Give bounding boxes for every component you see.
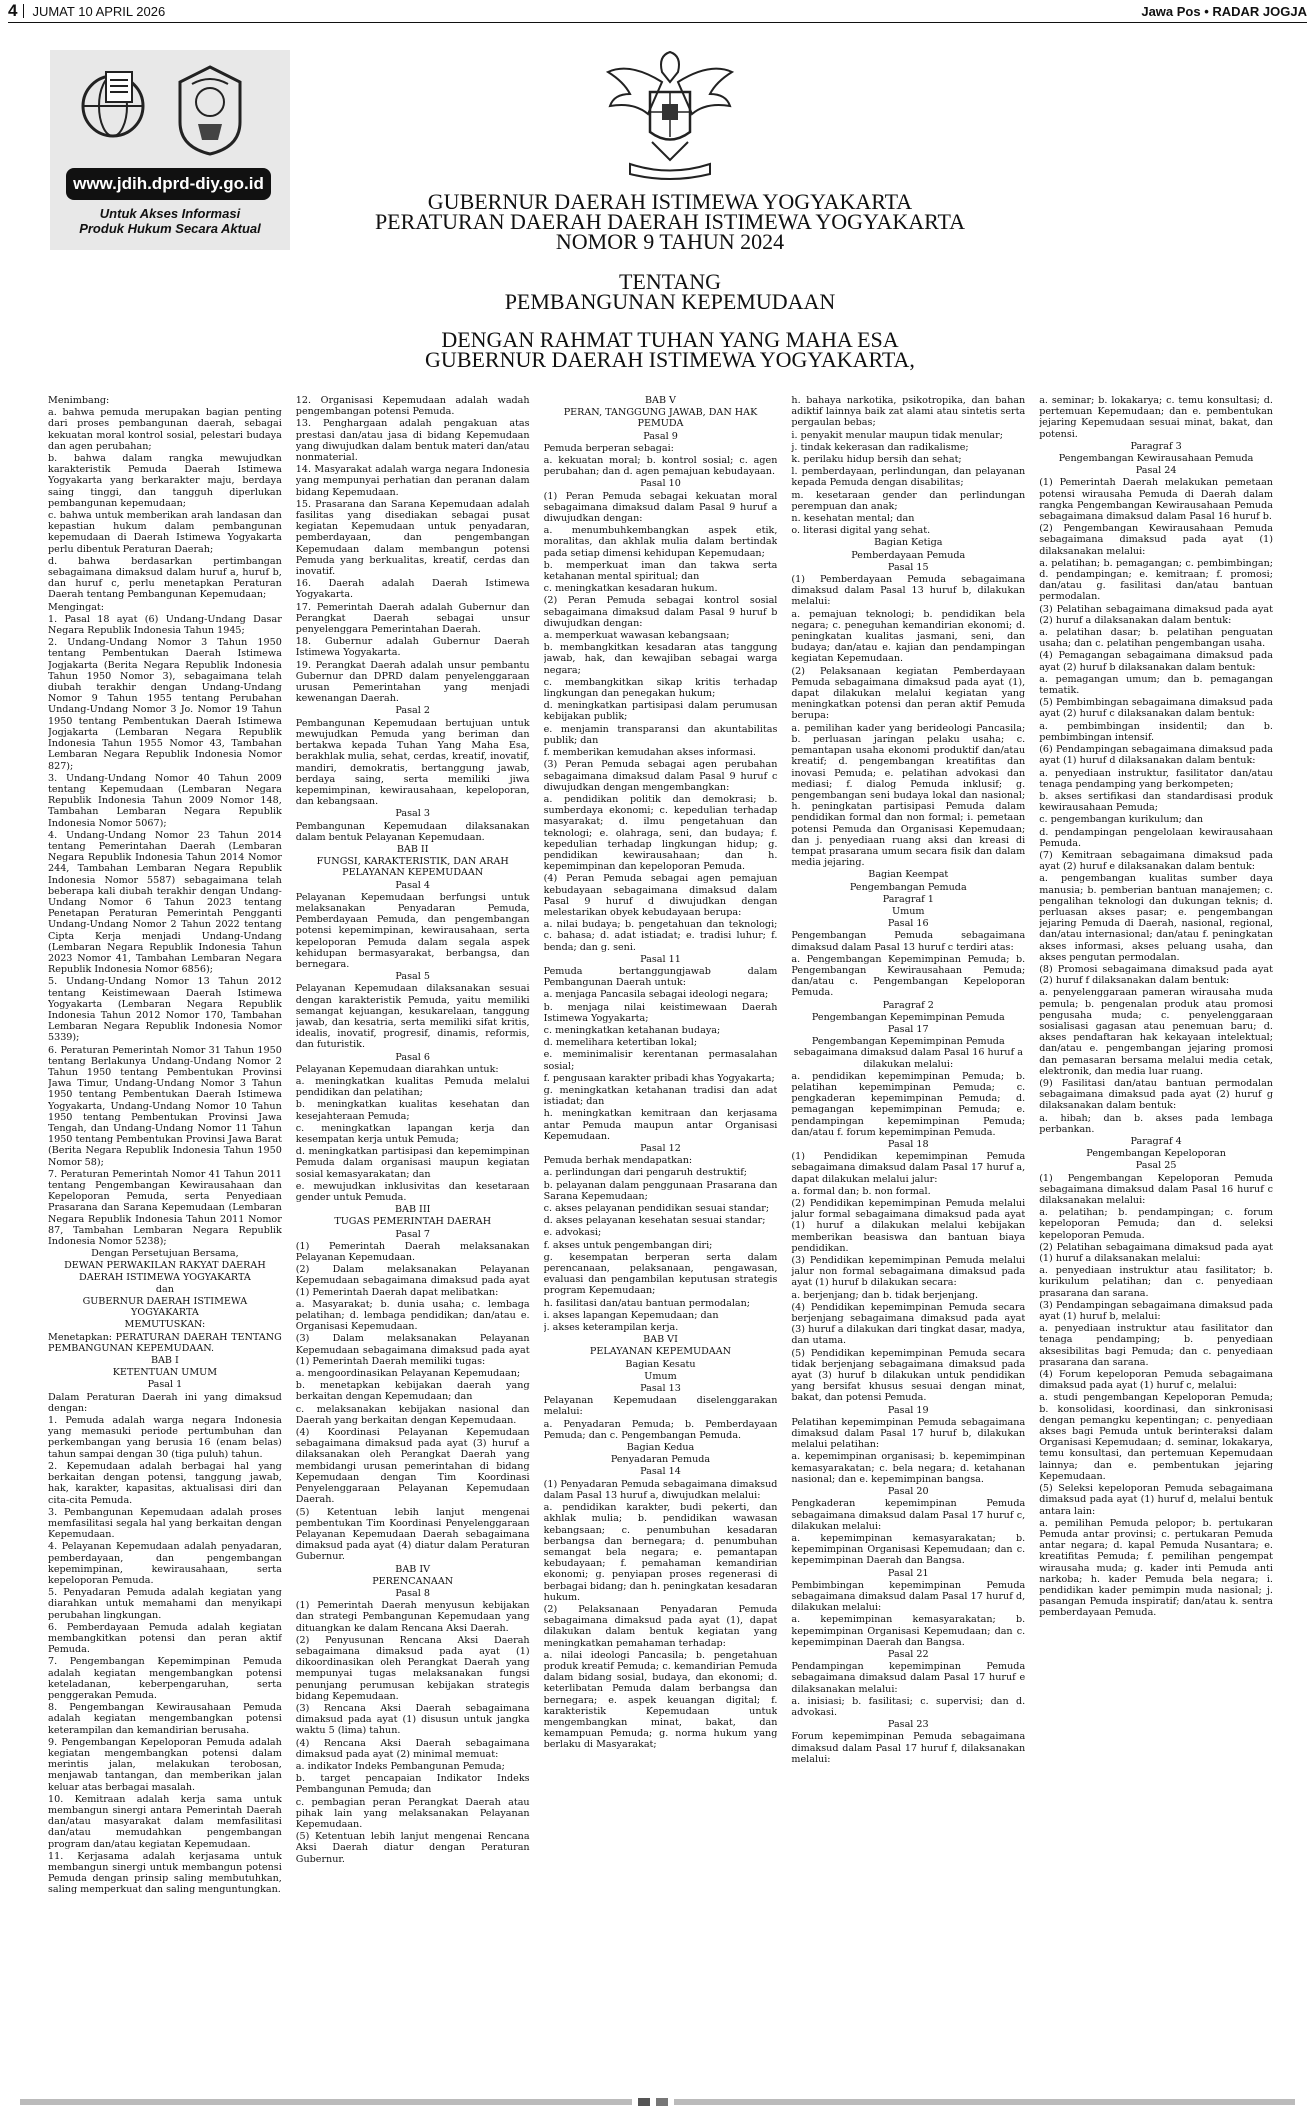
paragraph: Pasal 14 xyxy=(640,1466,681,1478)
paragraph: b. target pencapaian Indikator Indeks Pembangunan Pemuda; dan xyxy=(295,1773,530,1796)
paragraph: PERENCANAAN xyxy=(372,1575,454,1587)
paragraph: (1) Pendidikan kepemimpinan Pemuda sebagaimana dimaksud dalam Pasal 17 huruf a, dapat dilakukan melalui jalur: xyxy=(791,1151,1026,1185)
page-number: 4 xyxy=(8,1,18,20)
paragraph: h. fasilitasi dan/atau bantuan permodalan; xyxy=(543,1297,751,1309)
paragraph: c. melaksanakan kebijakan nasional dan Daerah yang berkaitan dengan Kepemudaan. xyxy=(295,1403,530,1426)
paragraph: d. meningkatkan partisipasi dalam perumusan kebijakan publik; xyxy=(543,700,778,723)
paragraph: (5) Pendidikan kepemimpinan Pemuda secara tidak berjenjang sebagaimana dimaksud pada ayat (3) huruf b dilakukan untuk pendidikan yang bersifat khusus sesuai dengan minat, bakat, dan potensi Pemuda. xyxy=(791,1347,1026,1404)
paragraph: Bagian Kesatu xyxy=(625,1358,696,1370)
paragraph: Menetapkan: PERATURAN DAERAH TENTANG PEMBANGUNAN KEPEMUDAAN. xyxy=(48,1331,282,1354)
title-block-2 xyxy=(330,269,1010,314)
paragraph: Pengembangan Pemuda sebagaimana dimaksud dalam Pasal 13 huruf c terdiri atas: xyxy=(791,930,1026,953)
paragraph: a. pembimbingan insidentil; dan b. pembimbingan intensif. xyxy=(1039,720,1273,743)
paragraph: (6) Pendampingan sebagaimana dimaksud pada ayat (1) huruf d dilaksanakan dalam bentuk: xyxy=(1039,744,1273,767)
paragraph: Pasal 1 xyxy=(147,1379,183,1391)
paragraph: (1) Pemerintah Daerah melaksanakan Pelayanan Kepemudaan. xyxy=(295,1240,530,1264)
paragraph: 11. Kerjasama adalah kerjasama untuk membangun sinergi untuk membangun potensi Pemuda dengan prinsip saling membutuhkan, saling memperkuat dan saling menguntungkan. xyxy=(48,1850,282,1896)
paragraph: c. bahwa untuk memberikan arah landasan dan kepastian hukum dalam pembangunan kepemudaan di Daerah Istimewa Yogyakarta perlu dibentuk Peraturan Daerah; xyxy=(48,510,282,555)
paragraph: a. kepemimpinan organisasi; b. kepemimpinan kemasyarakatan; c. bela negara; d. ketahanan nasional; dan e. kepemimpinan bangsa. xyxy=(791,1451,1026,1485)
paragraph: Pasal 23 xyxy=(887,1719,929,1731)
paragraph: a. pemilihan Pemuda pelopor; b. pertukaran Pemuda antar provinsi; c. pertukaran Pemuda antar negara; d. kapal Pemuda Nusantara; e. kreatifitas Pemuda; f. pemilihan pengempat wirausaha muda; g. kader inti Pemuda anti narkoba; h. kader Pemuda bela negara; i. pendidikan kader pemimpin muda nasional; j. pasangan Pemuda inspiratif; dan/atau k. sentra pemberdayaan Pemuda. xyxy=(1039,1517,1273,1619)
paragraph: j. tindak kekerasan dan radikalisme; xyxy=(791,441,969,453)
article-columns xyxy=(48,395,1273,2085)
paragraph: (5) Ketentuan lebih lanjut mengenai pembentukan Tim Koordinasi Penyelenggaraan Pelayanan Kepemudaan Daerah sebagaimana dimaksud pada ayat (4) diatur dalam Peraturan Gubernur. xyxy=(295,1506,530,1563)
paragraph: a. pemajuan teknologi; b. pendidikan bela negara; c. peneguhan kemandirian ekonomi; d. peningkatan kualitas jasmani, seni, dan budaya; dan/atau e. kajian dan pendampingan kegiatan Kepemudaan. xyxy=(791,608,1026,665)
paragraph: j. akses keterampilan kerja. xyxy=(543,1322,679,1334)
paragraph: Pasal 2 xyxy=(395,705,430,717)
paragraph: c. pembagian peran Perangkat Daerah atau pihak lain yang melaksanakan Pelayanan Kepemudaan. xyxy=(295,1796,530,1830)
paragraph: 10. Kemitraan adalah kerja sama untuk membangun sinergi antara Pemerintah Daerah dan/atau masyarakat dalam memfasilitasi dan/atau memudahkan pengembangan program dan/atau kegiatan Kepemudaan. xyxy=(48,1793,282,1850)
paragraph: (5) Pembimbingan sebagaimana dimaksud pada ayat (2) huruf c dilaksanakan dalam bentuk: xyxy=(1039,697,1273,720)
paragraph: a. formal dan; b. non formal. xyxy=(791,1185,931,1197)
paragraph: Pasal 20 xyxy=(887,1486,929,1498)
paragraph: FUNGSI, KARAKTERISTIK, DAN ARAH PELAYANAN KEPEMUDAAN xyxy=(316,856,509,879)
paragraph: g. meningkatkan ketahanan tradisi dan adat istiadat; dan xyxy=(543,1084,778,1108)
paragraph: (4) Koordinasi Pelayanan Kepemudaan sebagaimana dimaksud pada ayat (3) huruf a dilaksanakan oleh Perangkat Daerah yang membidangi urusan pemerintahan di bidang Kepemudaan dengan Tim Koordinasi Penyelenggaraan Pelayanan Kepemudaan Daerah. xyxy=(295,1427,530,1506)
footer-rule-right xyxy=(674,2099,1295,2105)
paragraph: Pasal 9 xyxy=(643,430,678,442)
paragraph: 18. Gubernur adalah Gubernur Daerah Istimewa Yogyakarta. xyxy=(295,636,530,659)
column-4 xyxy=(791,395,1025,2085)
paragraph: c. membangkitkan sikap kritis terhadap lingkungan dan penegakan hukum; xyxy=(543,676,778,700)
paragraph: a. pendidikan politik dan demokrasi; b. sumberdaya ekonomi; c. kepedulian terhadap masyarakat; d. ilmu pengetahuan dan teknologi; e. olahraga, seni, dan budaya; f. kepedulian terhadap lingkungan hidup; g. pendidikan kewirausahaan; dan h. kepemimpinan dan kepeloporan Pemuda. xyxy=(543,793,778,873)
garuda-pancasila-emblem-icon xyxy=(600,42,740,187)
header-left xyxy=(8,1,165,21)
paragraph: a. nilai budaya; b. pengetahuan dan teknologi; c. bahasa; d. adat istiadat; e. tradisi luhur; f. benda; dan g. seni. xyxy=(543,919,778,953)
paragraph: b. akses sertifikasi dan standardisasi produk kewirausahaan Pemuda; xyxy=(1039,790,1273,814)
column-3 xyxy=(544,395,778,2085)
footer-rule-left xyxy=(20,2099,632,2105)
paragraph: b. memperkuat iman dan takwa serta ketahanan mental spiritual; dan xyxy=(543,559,778,583)
paragraph: 7. Pengembangan Kepemimpinan Pemuda adalah kegiatan mengembangkan potensi keteladanan, keberpengaruhan, serta penggerakan Pemuda. xyxy=(48,1656,282,1701)
paragraph: BAB VI xyxy=(643,1334,678,1346)
paragraph: 17. Pemerintah Daerah adalah Gubernur dan Perangkat Daerah sebagai unsur penyelenggara Pemerintahan Daerah. xyxy=(295,601,530,636)
jdih-url-link[interactable]: www.jdih.dprd-diy.go.id xyxy=(66,168,271,200)
footer-block xyxy=(656,2098,668,2106)
paragraph: Pasal 6 xyxy=(395,1051,430,1063)
paragraph: Pasal 13 xyxy=(640,1383,681,1395)
paragraph: b. menetapkan kebijakan daerah yang berkaitan dengan Kepemudaan; dan xyxy=(295,1380,530,1403)
paragraph: PERAN, TANGGUNG JAWAB, DAN HAK PEMUDA xyxy=(563,407,758,430)
paragraph: (1) Peran Pemuda sebagai kekuatan moral sebagaimana dimaksud dalam Pasal 9 huruf a diwujudkan dengan: xyxy=(543,490,778,525)
paragraph: f. akses untuk pengembangan diri; xyxy=(543,1239,713,1251)
paragraph: 12. Organisasi Kepemudaan adalah wadah pengembangan potensi Pemuda. xyxy=(295,395,530,418)
paragraph: (1) Pengembangan Kepeloporan Pemuda sebagaimana dimaksud dalam Pasal 16 huruf c dilaksanakan melalui: xyxy=(1039,1172,1273,1207)
paragraph: e. meminimalisir kerentanan permasalahan sosial; xyxy=(543,1049,778,1072)
paragraph: (5) Seleksi kepeloporan Pemuda sebagaimana dimaksud pada ayat (1) huruf d, melalui bentuk antara lain: xyxy=(1039,1483,1273,1517)
paragraph: 6. Pemberdayaan Pemuda adalah kegiatan membangkitkan potensi dan peran aktif Pemuda. xyxy=(48,1621,282,1656)
paragraph: 14. Masyarakat adalah warga negara Indonesia yang mempunyai perhatian dan peranan dalam bidang Kepemudaan. xyxy=(295,464,530,498)
paragraph: m. kesetaraan gender dan perlindungan perempuan dan anak; xyxy=(791,489,1026,512)
paragraph: a. penyediaan instruktur atau fasilitator dan tenaga pendamping; b. penyediaan aksesibilitas bagi Pemuda; dan c. penyediaan prasarana dan sarana. xyxy=(1039,1323,1273,1368)
paragraph: (3) Pelatihan sebagaimana dimaksud pada ayat (2) huruf a dilaksanakan dalam bentuk: xyxy=(1039,603,1273,626)
paragraph: 1. Pemuda adalah warga negara Indonesia yang memasuki periode pertumbuhan dan perkembangan yang berusia 16 (enam belas) tahun sampai dengan 30 (tiga puluh) tahun. xyxy=(48,1415,282,1460)
paragraph: a. inisiasi; b. fasilitasi; c. supervisi; dan d. advokasi. xyxy=(791,1695,1026,1718)
paragraph: BAB I xyxy=(150,1355,179,1367)
paragraph: Pasal 15 xyxy=(887,561,929,573)
paragraph: a. seminar; b. lokakarya; c. temu konsultasi; d. pertemuan Kepemudaan; dan e. pembentukan jejaring Kepemudaan sesuai minat, bakat, dan potensi. xyxy=(1039,395,1273,440)
paragraph: 5. Undang-Undang Nomor 13 Tahun 2012 tentang Keistimewaan Daerah Istimewa Yogyakarta (Lembaran Negara Republik Indonesia Tahun 2012 Nomor 170, Tambahan Lembaran Negara Republik Indonesia Nomor 5339); xyxy=(48,976,282,1044)
paragraph: a. meningkatkan kualitas Pemuda melalui pendidikan dan pelatihan; xyxy=(295,1075,530,1099)
paragraph: Pelayanan Kepemudaan dilaksanakan sesuai dengan karakteristik Pemuda, yaitu memiliki semangat kejuangan, kesukarelaan, tanggung jawab, dan kesatria, serta memiliki sifat kritis, idealis, inovatif, progresif, dinamis, reformis, dan futuristik. xyxy=(295,983,530,1051)
paragraph: Pasal 17 xyxy=(887,1023,929,1035)
paragraph: d. pendampingan pengelolaan kewirausahaan Pemuda. xyxy=(1039,826,1273,849)
paragraph: 4. Pelayanan Kepemudaan adalah penyadaran, pemberdayaan, dan pengembangan kepemimpinan, kewirausahaan, serta kepeloporan Pemuda. xyxy=(48,1541,282,1586)
paragraph: a. nilai ideologi Pancasila; b. pengetahuan produk kreatif Pemuda; c. kemandirian Pemuda dalam bidang sosial, budaya, dan ekonomi; d. keterlibatan Pemuda dalam berbangsa dan bernegara; e. aspek keuangan digital; f. karakteristik Kepemudaan untuk mengembangkan minat, bakat, dan kemampuan Pemuda; g. norma hukum yang berlaku di Masyarakat; xyxy=(543,1649,778,1751)
paragraph: Pengembangan Kepemimpinan Pemuda sebagaimana dimaksud dalam Pasal 16 huruf a dilakukan melalui: xyxy=(793,1036,1023,1070)
paragraph: (4) Rencana Aksi Daerah sebagaimana dimaksud pada ayat (2) minimal memuat: xyxy=(295,1737,530,1760)
paragraph: Paragraf 3 xyxy=(1130,440,1182,452)
paragraph: Pasal 18 xyxy=(887,1139,929,1150)
paragraph: (2) Penyusunan Rencana Aksi Daerah sebagaimana dimaksud pada ayat (1) dikoordinasikan oleh Perangkat Daerah yang mempunyai tugas melaksanakan fungsi penunjang perumusan kebijakan strategis bidang Kepemudaan. xyxy=(295,1634,530,1702)
paragraph: a. bahwa pemuda merupakan bagian penting dari proses pembangunan daerah, sebagai kekuatan moral kontrol sosial, pelestari budaya dan agen perubahan; xyxy=(48,407,282,452)
paragraph: a. mengoordinasikan Pelayanan Kepemudaan; xyxy=(295,1368,521,1380)
paragraph: Pasal 10 xyxy=(640,478,681,490)
paragraph: a. pemilihan kader yang berideologi Pancasila; b. perluasan jaringan pelaku usaha; c. pemantapan usaha ekonomi produktif dan/atau kreatif; d. pengembangan kreatifitas dan inovasi Pemuda; e. pelatihan advokasi dan mediasi; f. dialog Pemuda inklusif; g. pengembangan seni budaya lokal dan nasional; h. peningkatan partisipasi Pemuda dalam pendidikan formal dan non formal; i. pemetaan potensi Pemuda dan Organisasi Kepemudaan; dan j. penyediaan ruang aksi dan kreasi di tempat prasarana umum secara fisik dan dalam media jejaring. xyxy=(791,722,1026,869)
paragraph: k. perilaku hidup bersih dan sehat; xyxy=(791,454,962,466)
paragraph: Pasal 21 xyxy=(887,1567,929,1579)
paragraph: d. akses pelayanan kesehatan sesuai standar; xyxy=(543,1215,766,1227)
paragraph: 15. Prasarana dan Sarana Kepemudaan adalah fasilitas yang disediakan sebagai pusat kegiatan Kepemudaan untuk penyadaran, pemberdayaan, dan pengembangan Kepemudaan dalam membangun potensi Pemuda yang berkualitas, kreatif, cerdas dan inovatif. xyxy=(295,498,530,578)
paragraph: Pengembangan Kepeloporan xyxy=(1086,1148,1226,1160)
paragraph: (4) Forum kepeloporan Pemuda sebagaimana dimaksud pada ayat (1) huruf c, melalui: xyxy=(1039,1369,1273,1392)
jdih-info-line1: Untuk Akses Informasi xyxy=(99,206,241,221)
title-blessing: DENGAN RAHMAT TUHAN YANG MAHA ESA xyxy=(441,327,899,352)
paragraph: a. berjenjang; dan b. tidak berjenjang. xyxy=(791,1289,979,1301)
title-governor: GUBERNUR DAERAH ISTIMEWA YOGYAKARTA xyxy=(427,189,913,214)
paragraph: a. Masyarakat; b. dunia usaha; c. lembaga pelatihan; d. lembaga pendidikan; dan/atau e. Organisasi Kepemudaan. xyxy=(295,1298,530,1333)
paragraph: Pembangunan Kepemudaan dilaksanakan dalam bentuk Pelayanan Kepemudaan. xyxy=(295,820,530,843)
title-regulation: PERATURAN DAERAH DAERAH ISTIMEWA YOGYAKARTA xyxy=(374,209,966,234)
paragraph: a. hibah; dan b. akses pada lembaga perbankan. xyxy=(1039,1112,1273,1135)
paragraph: e. mewujudkan inklusivitas dan kesetaraan gender untuk Pemuda. xyxy=(295,1180,530,1204)
globe-jdih-logo-icon xyxy=(78,64,148,144)
paragraph: Pasal 22 xyxy=(887,1648,929,1660)
paragraph: d. bahwa berdasarkan pertimbangan sebagaimana dimaksud dalam huruf a, huruf b, dan huruf c, perlu menetapkan Peraturan Daerah tentang Pembangunan Kepemudaan; xyxy=(48,555,282,601)
paragraph: Pasal 7 xyxy=(395,1228,430,1240)
paragraph: Dengan Persetujuan Bersama, xyxy=(91,1248,239,1260)
paragraph: h. bahaya narkotika, psikotropika, dan bahan adiktif lainnya baik zat alami atau sintetis serta pergaulan bebas; xyxy=(791,395,1026,429)
paragraph: Pengembangan Pemuda xyxy=(849,881,967,893)
paragraph: Forum kepemimpinan Pemuda sebagaimana dimaksud dalam Pasal 17 huruf f, dilaksanakan melalui: xyxy=(791,1731,1026,1765)
paragraph: a. penyediaan instruktur, fasilitator dan/atau tenaga pendamping yang berkompeten; xyxy=(1039,767,1273,790)
paragraph: d. meningkatkan partisipasi dan kepemimpinan Pemuda dalam organisasi maupun kegiatan sosial kemasyarakatan; dan xyxy=(295,1146,530,1180)
paragraph: 5. Penyadaran Pemuda adalah kegiatan yang diarahkan untuk memahami dan menyikapi perubahan lingkungan. xyxy=(48,1587,282,1621)
paragraph: PELAYANAN KEPEMUDAAN xyxy=(589,1346,732,1358)
paragraph: e. advokasi; xyxy=(543,1227,602,1239)
paragraph: a. kekuatan moral; b. kontrol sosial; c. agen perubahan; dan d. agen pemajuan kebudayaan. xyxy=(543,455,778,478)
paragraph: (2) Dalam melaksanakan Pelayanan Kepemudaan sebagaimana dimaksud pada ayat (1) Pemerintah Daerah dapat melibatkan: xyxy=(295,1264,530,1298)
title-number: NOMOR 9 TAHUN 2024 xyxy=(555,229,785,254)
paragraph: Pasal 16 xyxy=(887,918,929,930)
paragraph: Pasal 12 xyxy=(640,1143,681,1154)
paragraph: a. perlindungan dari pengaruh destruktif; xyxy=(543,1167,748,1179)
paragraph: b. bahwa dalam rangka mewujudkan karakteristik Pemuda Daerah Istimewa Yogyakarta yang berkarakter maju, berdaya saing tinggi, dan tangguh diperlukan pembangunan kepemudaan; xyxy=(48,453,282,509)
paragraph: KETENTUAN UMUM xyxy=(112,1367,218,1379)
paragraph: Pasal 24 xyxy=(1135,465,1177,477)
paragraph: Pembimbingan kepemimpinan Pemuda sebagaimana dimaksud dalam Pasal 17 huruf d, dilakukan melalui: xyxy=(791,1579,1026,1614)
paragraph: (5) Ketentuan lebih lanjut mengenai Rencana Aksi Daerah diatur dengan Peraturan Gubernur. xyxy=(295,1831,530,1865)
page-header xyxy=(8,0,1307,23)
paragraph: f. memberikan kemudahan akses informasi. xyxy=(543,747,756,759)
paragraph: f. pengusaan karakter pribadi khas Yogyakarta; xyxy=(543,1072,775,1084)
paragraph: a. memperkuat wawasan kebangsaan; xyxy=(543,630,730,642)
paragraph: 4. Undang-Undang Nomor 23 Tahun 2014 tentang Pemerintahan Daerah (Lembaran Negara Republik Indonesia Tahun 2014 Nomor 244, Tambahan Lembaran Negara Republik Indonesia Nomor 5587) sebagaimana telah beberapa kali diubah terakhir dengan Undang-Undang Nomor 6 Tahun 2023 tentang Penetapan Peraturan Pemerintah Pengganti Undang-Undang Nomor 2 Tahun 2022 tentang Cipta Kerja menjadi Undang-Undang (Lembaran Negara Republik Indonesia Tahun 2023 Nomor 41, Tambahan Lembaran Negara Republik Indonesia Nomor 6856); xyxy=(48,829,282,976)
paragraph: 8. Pengembangan Kewirausahaan Pemuda adalah kegiatan mengembangkan potensi keterampilan dan kemandirian berusaha. xyxy=(48,1702,282,1736)
jdih-info-line2: Produk Hukum Secara Aktual xyxy=(79,221,261,236)
paragraph: Pengembangan Kewirausahaan Pemuda xyxy=(1058,453,1254,465)
paragraph: dan xyxy=(155,1283,174,1295)
paragraph: 3. Undang-Undang Nomor 40 Tahun 2009 tentang Kepemudaan (Lembaran Negara Republik Indonesia Tahun 2009 Nomor 148, Tambahan Lembaran Negara Republik Indonesia Nomor 5067); xyxy=(48,772,282,829)
paragraph: a. indikator Indeks Pembangunan Pemuda; xyxy=(295,1760,505,1772)
paragraph: Pasal 5 xyxy=(395,971,430,983)
paragraph: b. membangkitkan kesadaran atas tanggung jawab, hak, dan kewajiban sebagai warga negara; xyxy=(543,642,778,676)
paragraph: a. penyediaan instruktur atau fasilitator; b. kurikulum pelatihan; dan c. penyediaan prasarana dan sarana. xyxy=(1039,1265,1273,1299)
paragraph: Bagian Keempat xyxy=(868,869,949,881)
paragraph: i. penyakit menular maupun tidak menular; xyxy=(791,429,1003,441)
diy-crest-icon xyxy=(170,62,250,157)
paragraph: a. Penyadaran Pemuda; b. Pemberdayaan Pemuda; dan c. Pengembangan Pemuda. xyxy=(543,1418,778,1441)
paragraph: Pelayanan Kepemudaan berfungsi untuk melaksanakan Penyadaran Pemuda, Pemberdayaan Pemuda, dan pengembangan potensi kepemimpinan, kewirausahaan, serta kepeloporan Pemuda dalam segala aspek kehidupan bermasyarakat, berbangsa, dan bernegara. xyxy=(295,891,530,970)
paragraph: (2) Pendidikan kepemimpinan Pemuda melalui jalur formal sebagaimana dimaksud pada ayat (1) huruf a dilakukan melalui kebijakan memberikan beasiswa dan bantuan biaya pendidikan. xyxy=(791,1198,1026,1254)
paragraph: Pasal 4 xyxy=(395,879,430,891)
paragraph: b. pelayanan dalam penggunaan Prasarana dan Sarana Kepemudaan; xyxy=(543,1179,778,1202)
title-governor-2: GUBERNUR DAERAH ISTIMEWA YOGYAKARTA, xyxy=(425,347,915,372)
paragraph: Pemberdayaan Pemuda xyxy=(851,549,966,561)
paragraph: c. meningkatkan ketahanan budaya; xyxy=(543,1024,721,1036)
paragraph: Dalam Peraturan Daerah ini yang dimaksud dengan: xyxy=(48,1391,282,1414)
paragraph: Pemuda bertanggungjawab dalam Pembangunan Daerah untuk: xyxy=(543,965,778,989)
paragraph: (1) Penyadaran Pemuda sebagaimana dimaksud dalam Pasal 13 huruf a, diwujudkan melalui: xyxy=(543,1478,778,1501)
paragraph: GUBERNUR DAERAH ISTIMEWA YOGYAKARTA xyxy=(82,1296,248,1319)
paragraph: b. meningkatkan kualitas kesehatan dan kesejahteraan Pemuda; xyxy=(295,1099,530,1122)
paragraph: 7. Peraturan Pemerintah Nomor 41 Tahun 2011 tentang Pengembangan Kewirausahaan dan Kepeloporan Pemuda, serta Penyediaan Prasarana dan Sarana Kepemudaan (Lembaran Negara Republik Indonesia Tahun 2011 Nomor 87, Tambahan Lembaran Negara Republik Indonesia Nomor 5238); xyxy=(48,1168,282,1248)
paragraph: (8) Promosi sebagaimana dimaksud pada ayat (2) huruf f dilaksanakan dalam bentuk: xyxy=(1039,963,1273,987)
paragraph: (4) Pemagangan sebagaimana dimaksud pada ayat (2) huruf b dilaksanakan dalam bentuk: xyxy=(1039,650,1273,673)
paragraph: 9. Pengembangan Kepeloporan Pemuda adalah kegiatan mengembangkan potensi dalam merintis jalan, melakukan terobosan, menjawab tantangan, dan memberikan jalan keluar atas berbagai masalah. xyxy=(48,1736,282,1793)
column-2 xyxy=(296,395,530,2085)
issue-date: JUMAT 10 APRIL 2026 xyxy=(32,3,166,19)
paragraph: c. meningkatkan kesadaran hukum. xyxy=(543,583,718,595)
paragraph: a. pelatihan; b. pendampingan; c. forum kepeloporan Pemuda; dan d. seleksi kepeloporan Pemuda. xyxy=(1039,1207,1273,1241)
paragraph: (9) Fasilitasi dan/atau bantuan permodalan sebagaimana dimaksud pada ayat (2) huruf g dilaksanakan dalam bentuk: xyxy=(1039,1077,1273,1112)
paragraph: (1) Pemberdayaan Pemuda sebagaimana dimaksud dalam Pasal 13 huruf b, dilakukan melalui: xyxy=(791,574,1026,608)
paragraph: c. akses pelayanan pendidikan sesuai standar; xyxy=(543,1203,770,1215)
paragraph: Pelatihan kepemimpinan Pemuda sebagaimana dimaksud dalam Pasal 17 huruf b, dilakukan melalui pelatihan: xyxy=(791,1416,1026,1451)
paragraph: a. pengembangan kualitas sumber daya manusia; b. pemberian bantuan manajemen; c. pengalihan teknologi dan dukungan teknis; d. perluasan akses pasar; e. pengembangan jejaring Pemuda di Daerah, nasional, regional, dan/atau internasional; dan/atau f. peningkatan akses informasi, akses peluang usaha, dan akses pengutan permodalan. xyxy=(1039,873,1273,963)
paragraph: h. meningkatkan kemitraan dan kerjasama antar Pemuda maupun antar Organisasi Kepemudaan. xyxy=(543,1108,778,1142)
page-footer-bar xyxy=(20,2098,1295,2106)
paragraph: c. pengembangan kurikulum; dan xyxy=(1039,814,1204,826)
paragraph: a. Pengembangan Kepemimpinan Pemuda; b. Pengembangan Kewirausahaan Pemuda; dan/atau c. Pengembangan Kepeloporan Pemuda. xyxy=(791,953,1026,999)
paragraph: Paragraf 4 xyxy=(1130,1136,1182,1147)
paragraph: MEMUTUSKAN: xyxy=(124,1319,206,1331)
paragraph: a. studi pengembangan Kepeloporan Pemuda; b. konsolidasi, koordinasi, dan sinkronisasi dengan pemangku kepentingan; c. penyediaan akses bagi Pemuda untuk berinteraksi dalam Organisasi Kepemudaan; d. seminar, lokakarya, temu konsultasi, dan pertemuan Kepemudaan lainnya; dan e. pembentukan jejaring Kepemudaan. xyxy=(1039,1392,1273,1482)
paragraph: (1) Pemerintah Daerah menyusun kebijakan dan strategi Pembangunan Kepemudaan yang dituangkan ke dalam Rencana Aksi Daerah. xyxy=(295,1600,530,1634)
paragraph: 1. Pasal 18 ayat (6) Undang-Undang Dasar Negara Republik Indonesia Tahun 1945; xyxy=(48,613,282,637)
paragraph: a. pendidikan kepemimpinan Pemuda; b. pelatihan kepemimpinan Pemuda; c. pengkaderan kepemimpinan Pemuda; d. pemagangan kepemimpinan Pemuda; e. pendampingan kepemimpinan Pemuda; dan/atau f. forum kepemimpinan Pemuda. xyxy=(791,1070,1026,1138)
column-5 xyxy=(1039,395,1273,2085)
paragraph: n. kesehatan mental; dan xyxy=(791,513,915,525)
paragraph: Bagian Ketiga xyxy=(874,537,943,549)
paragraph: BAB V xyxy=(644,395,676,406)
paragraph: Pasal 3 xyxy=(395,808,430,820)
paragraph: c. meningkatkan lapangan kerja dan kesempatan kerja untuk Pemuda; xyxy=(295,1122,530,1145)
paragraph: 2. Undang-Undang Nomor 3 Tahun 1950 tentang Pembentukan Daerah Istimewa Jogjakarta (Berita Negara Republik Indonesia Tahun 1950 Nomor 3), sebagaimana telah diubah terakhir dengan Undang-Undang Nomor 9 Tahun 1955 tentang Perubahan Undang-Undang Nomor 3 Jo. Nomor 19 Tahun 1950 tentang Pembentukan Daerah Istimewa Jogjakarta (Lembaran Negara Republik Indonesia Tahun 1955 Nomor 43, Tambahan Lembaran Negara Republik Indonesia Nomor 827); xyxy=(48,637,282,772)
paragraph: a. pemagangan umum; dan b. pemagangan tematik. xyxy=(1039,673,1273,697)
paragraph: Penyadaran Pemuda xyxy=(610,1454,711,1466)
footer-block xyxy=(638,2098,650,2106)
paragraph: g. kesempatan berperan serta dalam perencanaan, pelaksanaan, pengawasan, evaluasi dan pengambilan keputusan strategis program Kepemudaan; xyxy=(543,1251,778,1297)
paragraph: Pengkaderan kepemimpinan Pemuda sebagaimana dimaksud dalam Pasal 17 huruf c, dilakukan melalui: xyxy=(791,1498,1026,1532)
paragraph: Paragraf 1 xyxy=(882,893,934,905)
paragraph: a. pelatihan; b. pemagangan; c. pembimbingan; d. pendampingan; e. kemitraan; f. promosi; dan/atau g. fasilitasi dan/atau bantuan permodalan. xyxy=(1039,557,1273,603)
paragraph: (3) Pendampingan sebagaimana dimaksud pada ayat (1) huruf b, melalui: xyxy=(1039,1299,1273,1323)
paragraph: a. penyelenggaraan pameran wirausaha muda pemula; b. pengenalan produk atau promosi pengusaha muda; c. penyelenggaraan sosialisasi gagasan atau penemuan baru; d. akses pendaftaran hak kekayaan intelektual; dan/atau e. pengembangan jejaring promosi dan pemasaran bersama melalui media cetak, elektronik, dan media luar ruang. xyxy=(1039,987,1273,1077)
paragraph: 3. Pembangunan Kepemudaan adalah proses memfasilitasi segala hal yang berkaitan dengan Kepemudaan. xyxy=(48,1506,282,1541)
paragraph: 2. Kepemudaan adalah berbagai hal yang berkaitan dengan potensi, tanggung jawab, hak, karakter, kapasitas, aktualisasi diri dan cita-cita Pemuda. xyxy=(48,1460,282,1506)
paragraph: i. akses lapangan Kepemudaan; dan xyxy=(543,1309,719,1321)
paragraph: (2) Pelaksanaan Penyadaran Pemuda sebagaimana dimaksud pada ayat (1), dapat dilakukan dalam bentuk kegiatan yang meningkatkan pemahaman terhadap: xyxy=(543,1603,778,1649)
paragraph: Pasal 19 xyxy=(887,1404,929,1416)
jdih-banner xyxy=(50,50,290,250)
paragraph: (2) Pengembangan Kewirausahaan Pemuda sebagaimana dimaksud pada ayat (1) dilaksanakan melalui: xyxy=(1039,523,1273,557)
paragraph: Mengingat: xyxy=(48,601,105,613)
paragraph: (1) Pemerintah Daerah melakukan pemetaan potensi wirausaha Pemuda di Daerah dalam rangka Pengembangan Kewirausahaan Pemuda sebagaimana dimaksud dalam Pasal 16 huruf b. xyxy=(1039,477,1273,523)
paragraph: Pemuda berhak mendapatkan: xyxy=(543,1155,693,1167)
paragraph: Bagian Kedua xyxy=(626,1442,695,1454)
paragraph: (2) Pelatihan sebagaimana dimaksud pada ayat (1) huruf a dilaksanakan melalui: xyxy=(1039,1241,1273,1265)
title-block-3 xyxy=(330,327,1010,372)
paragraph: Pendampingan kepemimpinan Pemuda sebagaimana dimaksud dalam Pasal 17 huruf e dilaksanakan melalui: xyxy=(791,1661,1026,1695)
newspaper-brand: Jawa Pos • RADAR JOGJA xyxy=(1141,3,1307,19)
paragraph: Pasal 25 xyxy=(1135,1160,1177,1172)
paragraph: Pelayanan Kepemudaan diselenggarakan melalui: xyxy=(543,1395,778,1418)
paragraph: b. menjaga nilai keistimewaan Daerah Istimewa Yogyakarta; xyxy=(543,1001,778,1024)
header-divider xyxy=(23,4,24,18)
paragraph: a. menumbuhkembangkan aspek etik, moralitas, dan akhlak mulia dalam bertindak pada setiap dimensi kehidupan Kepemudaan; xyxy=(543,525,778,559)
title-block-1 xyxy=(330,189,1010,254)
paragraph: DEWAN PERWAKILAN RAKYAT DAERAH DAERAH ISTIMEWA YOGYAKARTA xyxy=(64,1260,266,1283)
column-1 xyxy=(48,395,282,2085)
paragraph: 16. Daerah adalah Daerah Istimewa Yogyakarta. xyxy=(295,578,530,601)
paragraph: Menimbang: xyxy=(48,395,110,406)
paragraph: 6. Peraturan Pemerintah Nomor 31 Tahun 1950 tentang Berlakunya Undang-Undang Nomor 2 Tahun 1950 tentang Pembentukan Provinsi Jawa Timur, Undang-Undang Nomor 3 Tahun 1950 tentang Pembentukan Daerah Istimewa Yogyakarta, Undang-Undang Nomor 10 Tahun 1950 tentang Pembentukan Provinsi Jawa Tengah, dan Undang-Undang Nomor 11 Tahun 1950 tentang Pembentukan Provinsi Jawa Barat (Berita Negara Republik Indonesia Tahun 1950 Nomor 58); xyxy=(48,1044,282,1168)
paragraph: o. literasi digital yang sehat. xyxy=(791,525,931,537)
paragraph: a. menjaga Pancasila sebagai ideologi negara; xyxy=(543,989,769,1001)
paragraph: Pelayanan Kepemudaan diarahkan untuk: xyxy=(295,1063,499,1075)
paragraph: Umum xyxy=(892,905,925,917)
title-about: TENTANG xyxy=(618,269,722,294)
paragraph: d. memelihara ketertiban lokal; xyxy=(543,1037,698,1049)
paragraph: BAB II xyxy=(396,843,429,855)
paragraph: BAB III xyxy=(394,1204,431,1216)
paragraph: BAB IV xyxy=(395,1563,431,1575)
paragraph: 13. Penghargaan adalah pengakuan atas prestasi dan/atau jasa di bidang Kepemudaan yang diwujudkan dalam bentuk materi dan/atau nonmaterial. xyxy=(295,418,530,464)
title-subject: PEMBANGUNAN KEPEMUDAAN xyxy=(504,289,836,314)
paragraph: Pasal 11 xyxy=(640,953,681,965)
paragraph: (7) Kemitraan sebagaimana dimaksud pada ayat (2) huruf e dilaksanakan dalam bentuk: xyxy=(1039,849,1273,873)
paragraph: a. kepemimpinan kemasyarakatan; b. kepemimpinan Organisasi Kepemudaan; dan c. kepemimpinan Daerah dan Bangsa. xyxy=(791,1614,1026,1648)
paragraph: a. pelatihan dasar; b. pelatihan penguatan usaha; dan c. pelatihan pengembangan usaha. xyxy=(1039,627,1273,650)
paragraph: (2) Peran Pemuda sebagai kontrol sosial sebagaimana dimaksud dalam Pasal 9 huruf b diwujudkan dengan: xyxy=(543,595,778,629)
paragraph: (3) Rencana Aksi Daerah sebagaimana dimaksud pada ayat (1) disusun untuk jangka waktu 5 (lima) tahun. xyxy=(295,1702,530,1737)
paragraph: Umum xyxy=(644,1370,677,1382)
paragraph: l. pemberdayaan, perlindungan, dan pelayanan kepada Pemuda dengan disabilitas; xyxy=(791,466,1026,489)
paragraph: Pasal 8 xyxy=(395,1587,430,1599)
paragraph: a. pendidikan karakter, budi pekerti, dan akhlak mulia; b. pendidikan wawasan kebangsaan; c. penumbuhan kesadaran berbangsa dan bernegara; d. penumbuhan semangat bela negara; e. pemantapan kebudayaan; f. pemahaman kemandirian ekonomi; g. penyiapan proses regenerasi di berbagai bidang; dan h. peningkatan kesadaran hukum. xyxy=(543,1502,778,1603)
paragraph: a. kepemimpinan kemasyarakatan; b. kepemimpinan Organisasi Kepemudaan; dan c. kepemimpinan Daerah dan Bangsa. xyxy=(791,1532,1026,1567)
paragraph: TUGAS PEMERINTAH DAERAH xyxy=(334,1216,492,1228)
jdih-info xyxy=(50,206,290,236)
paragraph: 19. Perangkat Daerah adalah unsur pembantu Gubernur dan DPRD dalam penyelenggaraan urusan Pemerintahan yang menjadi kewenangan Daerah. xyxy=(295,659,530,705)
paragraph: (3) Peran Pemuda sebagai agen perubahan sebagaimana dimaksud dalam Pasal 9 huruf c diwujudkan dengan mengembangkan: xyxy=(543,759,778,793)
paragraph: (2) Pelaksanaan kegiatan Pemberdayaan Pemuda sebagaimana dimaksud pada ayat (1), dapat dilakukan melalui kegiatan yang meningkatkan potensi dan peran aktif Pemuda berupa: xyxy=(791,665,1026,722)
paragraph: Pemuda berperan sebagai: xyxy=(543,442,674,454)
paragraph: (4) Pendidikan kepemimpinan Pemuda secara berjenjang sebagaimana dimaksud pada ayat (3) huruf a dilakukan dari tingkat dasar, madya, dan utama. xyxy=(791,1301,1026,1347)
paragraph: (3) Pendidikan kepemimpinan Pemuda melalui jalur non formal sebagaimana dimaksud pada ayat (1) huruf b dilakukan secara: xyxy=(791,1255,1026,1289)
paragraph: Paragraf 2 xyxy=(882,999,934,1011)
paragraph: Pengembangan Kepemimpinan Pemuda xyxy=(811,1011,1005,1023)
paragraph: (4) Peran Pemuda sebagai agen pemajuan kebudayaan sebagaimana dimaksud dalam Pasal 9 huruf d diwujudkan dengan melestarikan obyek kebudayaan berupa: xyxy=(543,873,778,918)
paragraph: Pembangunan Kepemudaan bertujuan untuk mewujudkan Pemuda yang beriman dan bertakwa kepada Tuhan Yang Maha Esa, berakhlak mulia, sehat, cerdas, kreatif, inovatif, mandiri, demokratis, bertanggung jawab, berdaya saing, serta memiliki jiwa kepemimpinan, kewirausahaan, kepeloporan, dan kebangsaan. xyxy=(295,717,530,808)
paragraph: (3) Dalam melaksanakan Pelayanan Kepemudaan sebagaimana dimaksud pada ayat (1) Pemerintah Daerah memiliki tugas: xyxy=(295,1333,530,1367)
paragraph: e. menjamin transparansi dan akuntabilitas publik; dan xyxy=(543,723,778,746)
